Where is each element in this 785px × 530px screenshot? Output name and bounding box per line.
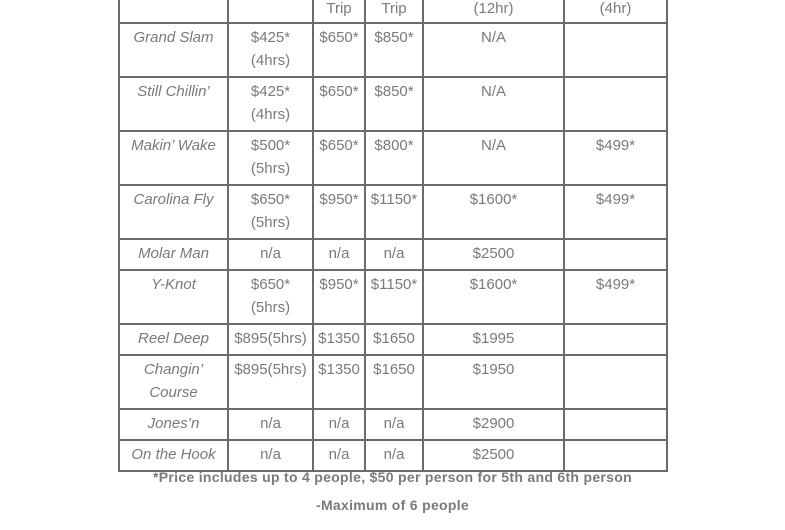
price-cell: n/a	[228, 440, 313, 471]
price-cell: $650*	[313, 77, 365, 131]
price-cell: $500* (5hrs)	[228, 131, 313, 185]
price-cell: N/A	[423, 23, 564, 77]
price-cell: n/a	[365, 409, 423, 440]
price-cell: $425* (4hrs)	[228, 23, 313, 77]
price-cell: $1650	[365, 324, 423, 355]
table-header-row	[119, 0, 667, 23]
boat-name: Molar Man	[119, 239, 228, 270]
boat-name: Carolina Fly	[119, 185, 228, 239]
header-cell: (4hr)	[564, 0, 667, 23]
boat-name: Y-Knot	[119, 270, 228, 324]
table-row	[119, 23, 667, 77]
price-cell: n/a	[313, 239, 365, 270]
price-cell: $650*	[313, 23, 365, 77]
table-row	[119, 77, 667, 131]
price-cell: n/a	[313, 440, 365, 471]
table-row	[119, 440, 667, 471]
price-cell: n/a	[365, 440, 423, 471]
price-cell: N/A	[423, 77, 564, 131]
price-cell: $650* (5hrs)	[228, 185, 313, 239]
header-cell: Trip	[365, 0, 423, 23]
price-cell: $1995	[423, 324, 564, 355]
price-cell	[564, 77, 667, 131]
price-cell: n/a	[313, 409, 365, 440]
price-cell: $1150*	[365, 185, 423, 239]
boat-name: On the Hook	[119, 440, 228, 471]
price-cell: $1650	[365, 355, 423, 409]
header-cell: Trip	[313, 0, 365, 23]
max-people-footnote: -Maximum of 6 people	[315, 497, 470, 513]
price-cell: $895(5hrs)	[228, 355, 313, 409]
price-cell: $499*	[564, 131, 667, 185]
price-cell: $1950	[423, 355, 564, 409]
price-cell: $1600*	[423, 270, 564, 324]
price-cell: $850*	[365, 77, 423, 131]
price-cell	[564, 324, 667, 355]
price-cell	[564, 355, 667, 409]
price-cell: $1600*	[423, 185, 564, 239]
price-cell	[564, 440, 667, 471]
price-cell: n/a	[365, 239, 423, 270]
table-row	[119, 355, 667, 409]
header-cell	[228, 0, 313, 23]
price-cell: $425* (4hrs)	[228, 77, 313, 131]
price-cell: $1150*	[365, 270, 423, 324]
header-cell	[119, 0, 228, 23]
price-cell: N/A	[423, 131, 564, 185]
price-cell: $650* (5hrs)	[228, 270, 313, 324]
price-footnote: *Price includes up to 4 people, $50 per person for 5th and 6th person	[153, 469, 632, 485]
boat-name: Changin’ Course	[119, 355, 228, 409]
price-cell: $2500	[423, 440, 564, 471]
table-row	[119, 131, 667, 185]
price-cell: $950*	[313, 185, 365, 239]
price-cell: $950*	[313, 270, 365, 324]
price-cell: $800*	[365, 131, 423, 185]
table-row	[119, 239, 667, 270]
boat-name: Grand Slam	[119, 23, 228, 77]
price-cell: $2500	[423, 239, 564, 270]
table-row	[119, 270, 667, 324]
boat-name: Jones’n	[119, 409, 228, 440]
charter-rates-table	[118, 0, 668, 472]
price-cell: $1350	[313, 355, 365, 409]
price-cell: $850*	[365, 23, 423, 77]
price-cell: $2900	[423, 409, 564, 440]
price-cell: n/a	[228, 409, 313, 440]
price-cell: $895(5hrs)	[228, 324, 313, 355]
price-cell	[564, 409, 667, 440]
price-cell: $1350	[313, 324, 365, 355]
header-cell: (12hr)	[423, 0, 564, 23]
price-cell: $499*	[564, 185, 667, 239]
table-row	[119, 324, 667, 355]
table-row	[119, 185, 667, 239]
price-cell	[564, 23, 667, 77]
price-cell: n/a	[228, 239, 313, 270]
price-cell: $499*	[564, 270, 667, 324]
boat-name: Still Chillin’	[119, 77, 228, 131]
boat-name: Reel Deep	[119, 324, 228, 355]
price-cell: $650*	[313, 131, 365, 185]
table-row	[119, 409, 667, 440]
price-cell	[564, 239, 667, 270]
boat-name: Makin’ Wake	[119, 131, 228, 185]
